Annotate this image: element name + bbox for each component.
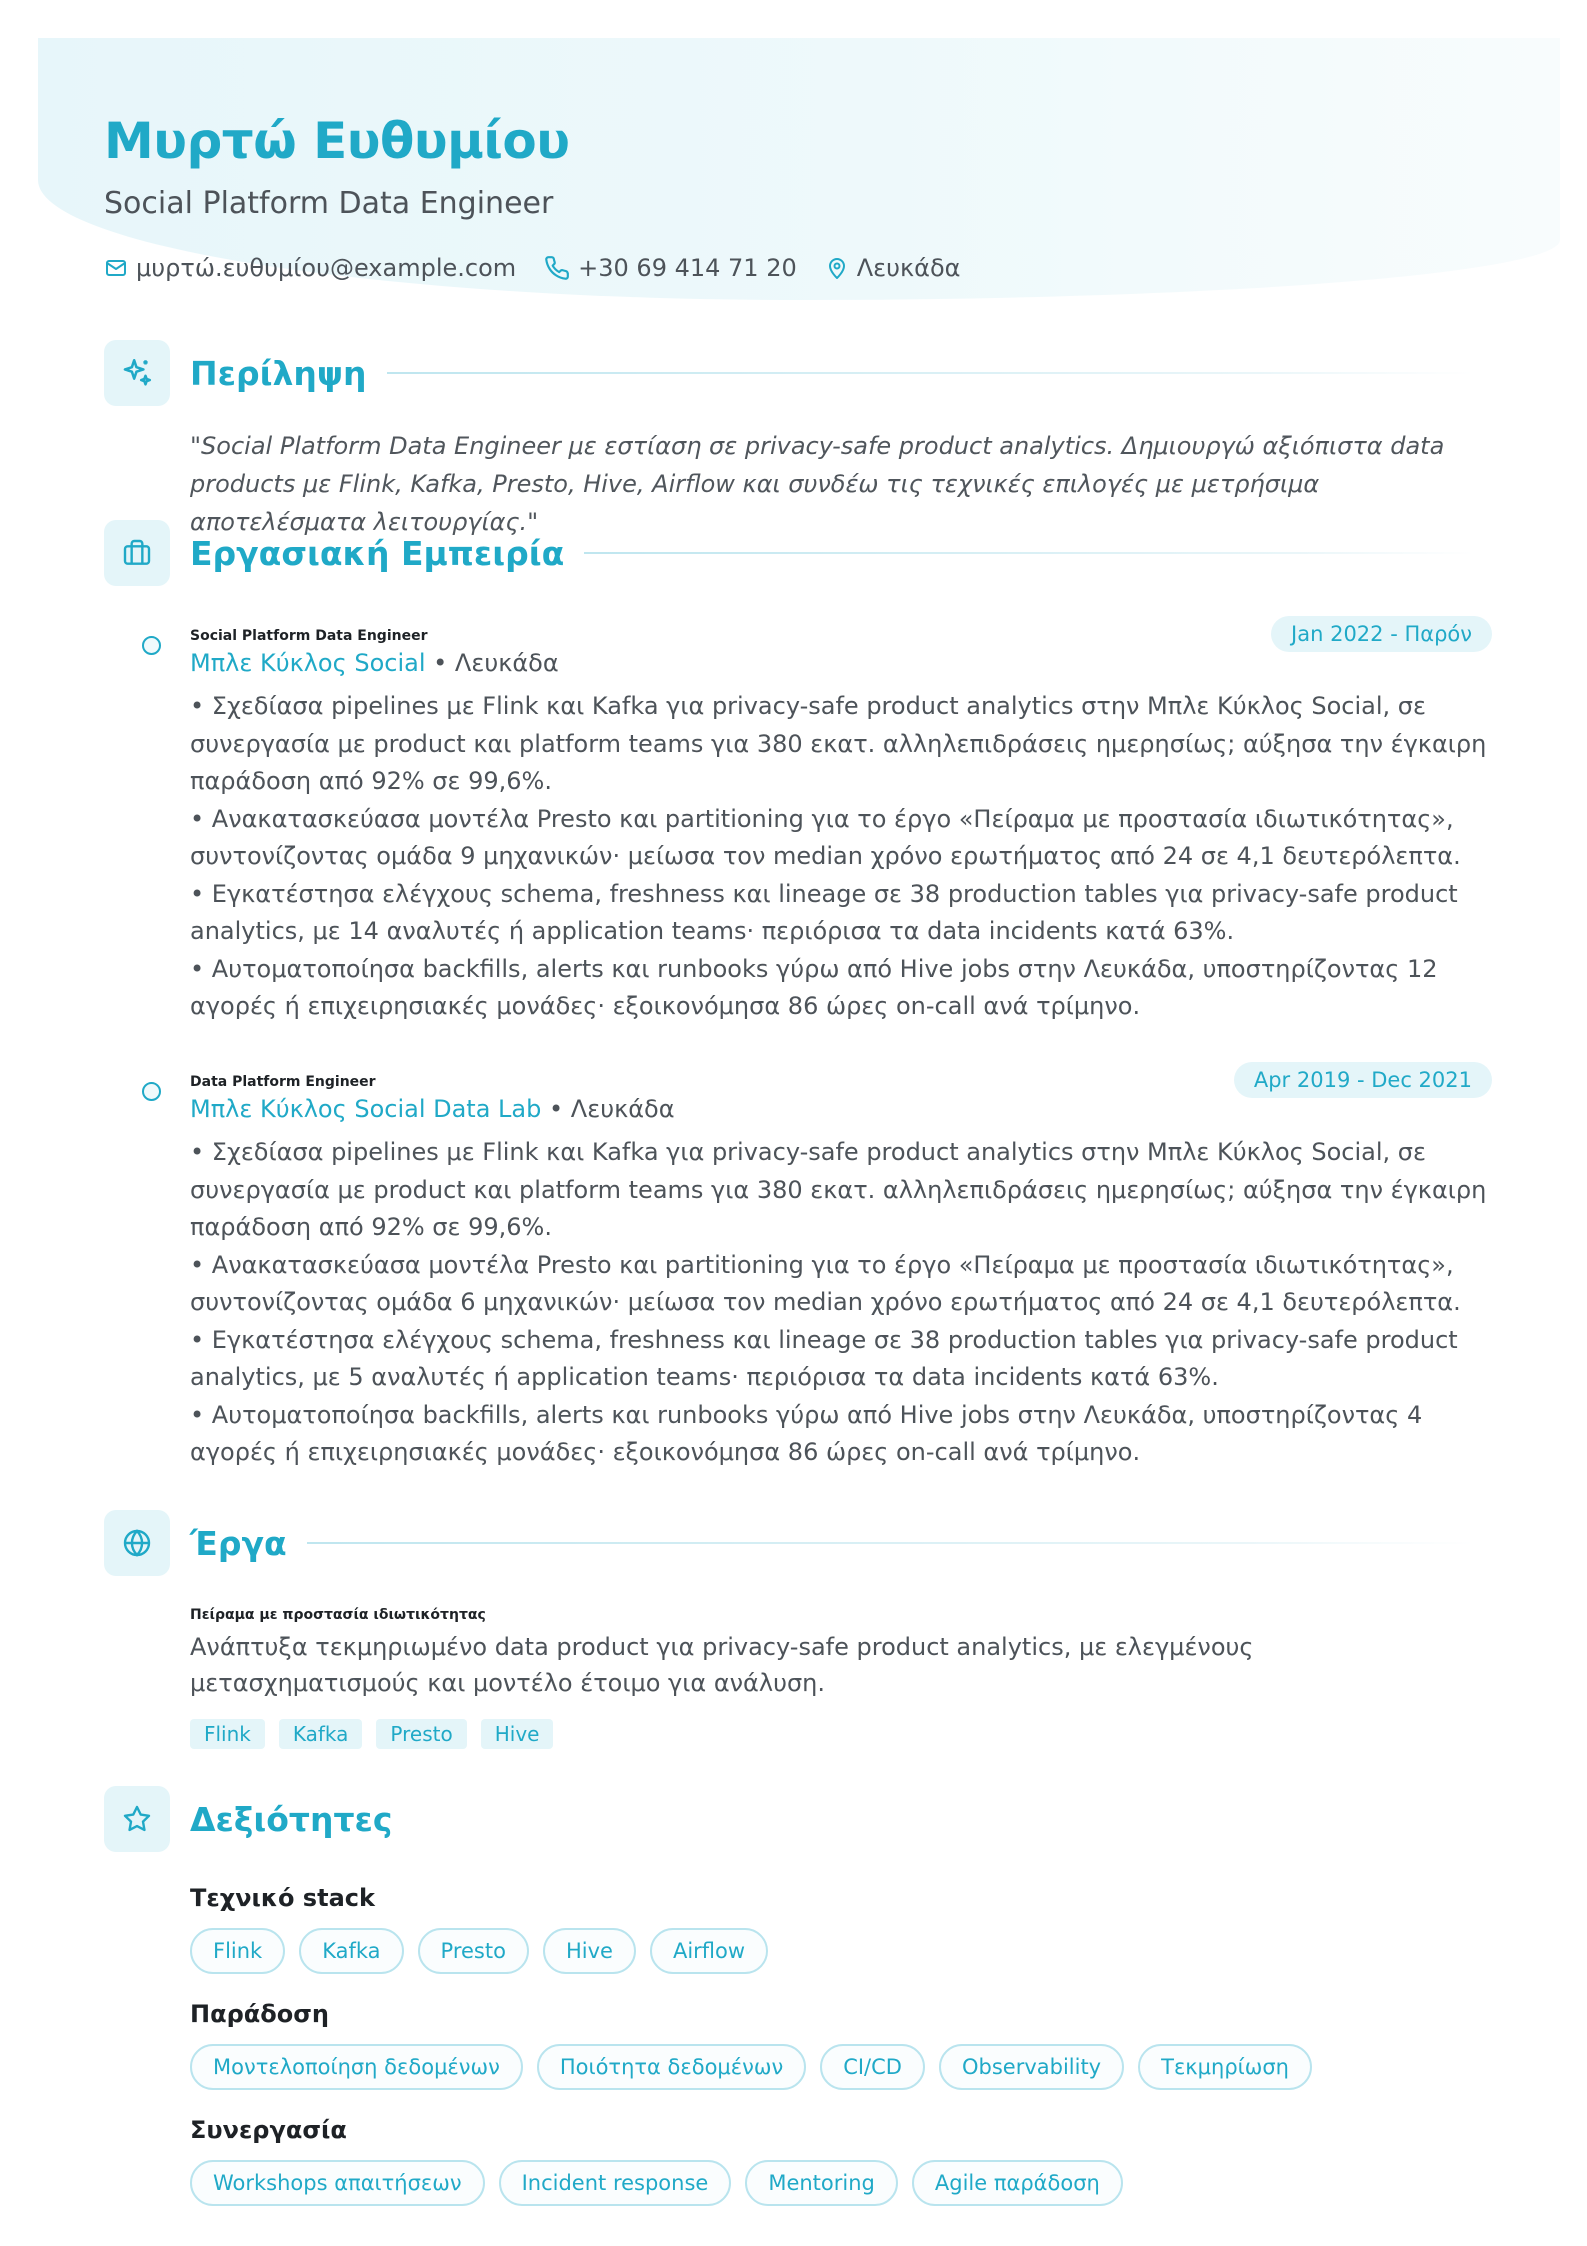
section-summary-header	[104, 340, 1474, 406]
project-tag: Hive	[481, 1719, 554, 1749]
skill-pill: Mentoring	[745, 2160, 898, 2206]
job-bullet: • Ανακατασκεύασα μοντέλα Presto και partitioning για το έργο «Πείραμα με προστασία ιδιωτικότητας», συντονίζοντας ομάδα 9 μηχανικών· μείωσα τον median χρόνο ερωτήματος από 24 σε 4,1 δευτερόλεπτα.	[190, 804, 1461, 870]
job-bullet: • Σχεδίασα pipelines με Flink και Kafka για privacy-safe product analytics στην Μπλε Κύκλος Social, σε συνεργασία με product και platform teams για 380 εκατ. αλληλεπιδράσεις ημερησίως; αύξησα την έγκαιρη παράδοση από 92% σε 99,6%.	[190, 1138, 1487, 1241]
job-bullet: • Αυτοματοποίησα backfills, alerts και runbooks γύρω από Hive jobs στην Λευκάδα, υποστηρίζοντας 12 αγορές ή επιχειρησιακές μονάδες· εξοικονόμησα 86 ώρες on-call ανά τρίμηνο.	[190, 954, 1438, 1020]
section-divider	[307, 1542, 1474, 1544]
timeline-dot	[142, 1082, 161, 1101]
job-entry	[190, 1068, 1490, 1472]
skill-pill: Flink	[190, 1928, 285, 1974]
globe-icon	[104, 1510, 170, 1576]
job-company: Μπλε Κύκλος Social	[190, 649, 426, 677]
candidate-name: Μυρτώ Ευθυμίου	[104, 112, 570, 170]
phone-icon	[544, 255, 570, 281]
project-name: Πείραμα με προστασία ιδιωτικότητας	[190, 1607, 486, 1623]
contact-location	[825, 254, 961, 282]
skill-group	[190, 2114, 1137, 2206]
job-role: Data Platform Engineer	[190, 1074, 376, 1090]
skill-pill: Agile παράδοση	[912, 2160, 1123, 2206]
job-role: Social Platform Data Engineer	[190, 628, 428, 644]
project-tag: Flink	[190, 1719, 265, 1749]
section-title: Δεξιότητες	[190, 1799, 393, 1839]
skill-pill: Μοντελοποίηση δεδομένων	[190, 2044, 523, 2090]
skill-pill: Hive	[543, 1928, 636, 1974]
section-title: Περίληψη	[190, 353, 367, 393]
section-projects-header	[104, 1510, 1474, 1576]
candidate-title: Social Platform Data Engineer	[104, 186, 554, 221]
skill-pill: Ποιότητα δεδομένων	[537, 2044, 806, 2090]
skill-group-heading: Συνεργασία	[190, 2116, 347, 2144]
contact-row	[104, 254, 989, 282]
section-divider	[387, 372, 1474, 374]
job-bullet: • Εγκατέστησα ελέγχους schema, freshness και lineage σε 38 production tables για privacy-safe product analytics, με 14 αναλυτές ή application teams· περιόρισα τα data incidents κατά 63%.	[190, 879, 1458, 945]
phone-text: +30 69 414 71 20	[578, 254, 797, 282]
job-bullet: • Ανακατασκεύασα μοντέλα Presto και partitioning για το έργο «Πείραμα με προστασία ιδιωτικότητας», συντονίζοντας ομάδα 6 μηχανικών· μείωσα τον median χρόνο ερωτήματος από 24 σε 4,1 δευτερόλεπτα.	[190, 1250, 1461, 1316]
skill-group-heading: Τεχνικό stack	[190, 1884, 375, 1912]
job-location: • Λευκάδα	[549, 1095, 675, 1123]
skill-pill: Τεκμηρίωση	[1138, 2044, 1312, 2090]
skill-pill: CI/CD	[820, 2044, 925, 2090]
contact-email[interactable]	[104, 254, 516, 282]
skill-pill: Presto	[418, 1928, 529, 1974]
section-title: Έργα	[190, 1523, 287, 1563]
section-divider	[584, 552, 1474, 554]
skill-pills	[190, 2160, 1137, 2206]
skill-group	[190, 1998, 1326, 2090]
skill-pill: Incident response	[499, 2160, 732, 2206]
summary-text: "Social Platform Data Engineer με εστίαση σε privacy-safe product analytics. Δημιουργώ αξιόπιστα data products με Flink, Kafka, Presto, Hive, Airflow και συνδέω τις τεχνικές επιλογές με μετρήσιμα αποτελέσματα λειτουργίας."	[190, 432, 1445, 536]
star-icon	[104, 1786, 170, 1852]
project-description: Ανάπτυξα τεκμηριωμένο data product για privacy-safe product analytics, με ελεγμένους μετασχηματισμούς και μοντέλο έτοιμο για ανάλυση.	[190, 1633, 1254, 1697]
job-bullet: • Σχεδίασα pipelines με Flink και Kafka για privacy-safe product analytics στην Μπλε Κύκλος Social, σε συνεργασία με product και platform teams για 380 εκατ. αλληλεπιδράσεις ημερησίως; αύξησα την έγκαιρη παράδοση από 92% σε 99,6%.	[190, 692, 1487, 795]
skill-pill: Observability	[939, 2044, 1124, 2090]
project-tags	[190, 1719, 1490, 1749]
job-bullet: • Εγκατέστησα ελέγχους schema, freshness και lineage σε 38 production tables για privacy-safe product analytics, με 5 αναλυτές ή application teams· περιόρισα τα data incidents κατά 63%.	[190, 1325, 1458, 1391]
date-badge: Apr 2019 - Dec 2021	[1234, 1062, 1492, 1098]
job-bullet: • Αυτοματοποίησα backfills, alerts και runbooks γύρω από Hive jobs στην Λευκάδα, υποστηρίζοντας 4 αγορές ή επιχειρησιακές μονάδες· εξοικονόμησα 86 ώρες on-call ανά τρίμηνο.	[190, 1400, 1423, 1466]
timeline-dot	[142, 636, 161, 655]
skill-pill: Airflow	[650, 1928, 768, 1974]
skill-group-heading: Παράδοση	[190, 2000, 329, 2028]
project-entry	[190, 1605, 1490, 1749]
section-title: Εργασιακή Εμπειρία	[190, 533, 565, 573]
project-tag: Kafka	[279, 1719, 363, 1749]
job-entry	[190, 622, 1490, 1026]
project-tag: Presto	[376, 1719, 466, 1749]
job-company: Μπλε Κύκλος Social Data Lab	[190, 1095, 542, 1123]
briefcase-icon	[104, 520, 170, 586]
job-location: • Λευκάδα	[433, 649, 559, 677]
location-text: Λευκάδα	[856, 254, 961, 282]
job-bullets	[190, 1134, 1490, 1472]
section-experience-header	[104, 520, 1474, 586]
skill-pill: Kafka	[299, 1928, 403, 1974]
skill-group	[190, 1882, 782, 1974]
skill-pills	[190, 2044, 1326, 2090]
skill-pills	[190, 1928, 782, 1974]
section-skills-header	[104, 1786, 1474, 1852]
contact-phone[interactable]	[544, 254, 797, 282]
mail-icon	[104, 256, 128, 280]
map-pin-icon	[825, 255, 849, 281]
email-text: μυρτώ.ευθυμίου@example.com	[136, 254, 517, 282]
sparkles-icon	[104, 340, 170, 406]
job-bullets	[190, 688, 1490, 1026]
date-badge: Jan 2022 - Παρόν	[1271, 616, 1492, 652]
skill-pill: Workshops απαιτήσεων	[190, 2160, 485, 2206]
